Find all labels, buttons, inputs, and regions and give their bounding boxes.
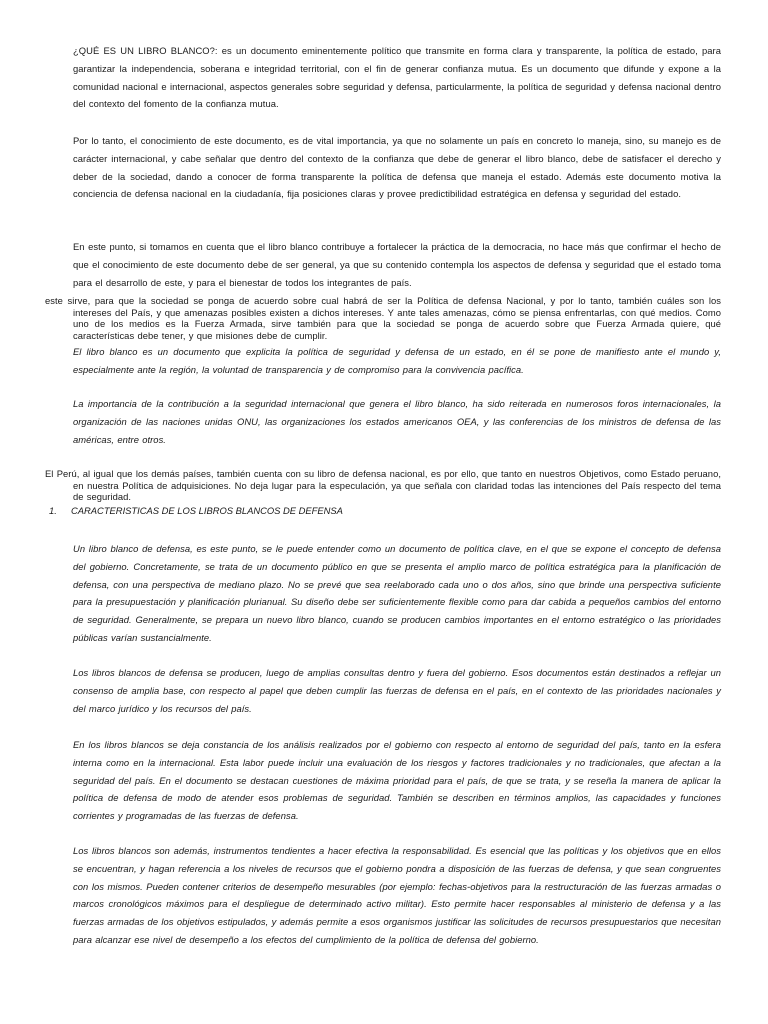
paragraph-libro-blanco-definition: ¿QUÉ ES UN LIBRO BLANCO?: es un documento eminentemente político que transmite en forma clara y transparente, la política de estado, para garantizar la independencia, soberana e integridad territorial, con el fin de generar confianza mutua. Es un documento que difunde y expone a la comunidad nacional e internacional, aspectos generales sobre seguridad y defensa, particularmente, la política de seguridad y defensa nacional dentro del contexto del fomento de la confianza mutua. xyxy=(73,45,721,110)
section-heading xyxy=(49,505,343,516)
paragraph-democracy: En este punto, si tomamos en cuenta que el libro blanco contribuye a fortalecer la práctica de la democracia, no hace más que confirmar el hecho de que el conocimiento de este documento debe de ser general, ya que su contenido contempla los aspectos de defensa y seguridad que el estado toma para el desarrollo de este, y para el bienestar de todos los integrantes de país. xyxy=(73,241,721,288)
paragraph-explicit-policy: El libro blanco es un documento que explicita la política de seguridad y defensa de un estado, en él se pone de manifiesto ante el mundo y, especialmente ante la región, la voluntad de transparencia y de compromiso para la convivencia pacífica. xyxy=(73,346,721,375)
section-title: CARACTERISTICAS DE LOS LIBROS BLANCOS DE DEFENSA xyxy=(71,505,343,516)
paragraph-accountability: Los libros blancos son además, instrumentos tendientes a hacer efectiva la responsabilidad. Es esencial que las políticas y los objetivos que en ellos se encuentran, y hagan referencia a los niveles de recursos que el gobierno pondra a disposición de las fuerzas de defensa, y que sean congruentes con los mismos. Pueden contener criterios de desempeño mesurables (por ejemplo: fechas-objetivos para la restructuración de las fuerzas armadas o marcos cronológicos máximos para el despliegue de determinado activo militar). Esto permite hacer responsables al ministerio de defensa y a las fuerzas armadas de los objetivos estipulados, y además permite a esos organismos justificar las solicitudes de recursos presupuestarios que necesitan para alcanzar ese nivel de desempeño a los efectos del cumplimiento de la política de defensa del gobierno. xyxy=(73,845,721,945)
paragraph-consultations: Los libros blancos de defensa se producen, luego de amplias consultas dentro y fuera del gobierno. Esos documentos están destinados a reflejar un consenso de amplia base, con respecto al papel que deben cumplir las fuerzas de defensa en el país, en el contexto de las prioridades nacionales y del marco jurídico y los recursos del país. xyxy=(73,667,721,714)
paragraph-international-security: La importancia de la contribución a la seguridad internacional que genera el libro blanco, ha sido reiterada en numerosos foros internacionales, la organización de las naciones unidas ONU, las organizaciones los estados americanos OEA, y las conferencias de los ministros de defensa de las américas, entre otros. xyxy=(73,398,721,445)
paragraph-white-book-definition: Un libro blanco de defensa, es este punto, se le puede entender como un documento de política clave, en el que se expone el concepto de defensa del gobierno. Concretamente, se trata de un documento público en que se presenta el amplio marco de política estratégica para la planificación de defensa, con una perspectiva de mediano plazo. No se prevé que sea reelaborado cada uno o dos años, sino que brinde una perspectiva suficiente para la presupuestación y planificación plurianual. Su diseño debe ser suficientemente flexible como para dar cabida a pequeños cambios del entorno de seguridad. Generalmente, se prepara un nuevo libro blanco, cuando se producen cambios importantes en el entorno estratégico o las prioridades públicas varían sustancialmente. xyxy=(73,543,721,643)
section-number: 1. xyxy=(49,505,57,516)
paragraph-analysis: En los libros blancos se deja constancia de los análisis realizados por el gobierno con respecto al entorno de seguridad del país, tanto en la esfera interna como en la internacional. Esta labor puede incluir una evaluación de los riesgos y factores tradicionales y no tradicionales, que afectan a la seguridad del país. En el documento se destacan cuestiones de máxima prioridad para el país, de que se trata, y se reseña la manera de aplicar la política de defensa de modo de atender esos problemas de seguridad. También se describen en términos amplios, las capacidades y funciones corrientes y programadas de las fuerzas de defensa. xyxy=(73,739,721,822)
paragraph-peru: El Perú, al igual que los demás países, también cuenta con su libro de defensa nacional, es por ello, que tanto en nuestros Objetivos, como Estado peruano, en nuestra Política de adquisiciones. No deja lugar para la especulación, ya que señala con claridad todas las intenciones del País respecto del tema de seguridad. xyxy=(45,468,721,503)
paragraph-knowledge-importance: Por lo tanto, el conocimiento de este documento, es de vital importancia, ya que no solamente un país en concreto lo maneja, sino, su manejo es de carácter internacional, y cabe señalar que dentro del contexto de la confianza que debe de generar el libro blanco, debe de satisfacer el derecho y deber de la sociedad, dando a conocer de forma transparente la política de defensa que maneja el estado. Además este documento motiva la conciencia de defensa nacional en la ciudadanía, fija posiciones claras y provee predictibilidad estratégica en defensa y seguridad del estado. xyxy=(73,135,721,200)
paragraph-defense-policy: este sirve, para que la sociedad se ponga de acuerdo sobre cual habrá de ser la Política de defensa Nacional, y por lo tanto, también cuáles son los intereses del País, y que amenazas posibles existen a dichos intereses. Y ante tales amenazas, cómo se piensa enfrentarlas, con qué medios. Como uno de los medios es la Fuerza Armada, sirve también para que la sociedad se ponga de acuerdo sobre que Fuerza Armada quiere, qué características debe tener, y que misiones debe de cumplir. xyxy=(45,295,721,341)
